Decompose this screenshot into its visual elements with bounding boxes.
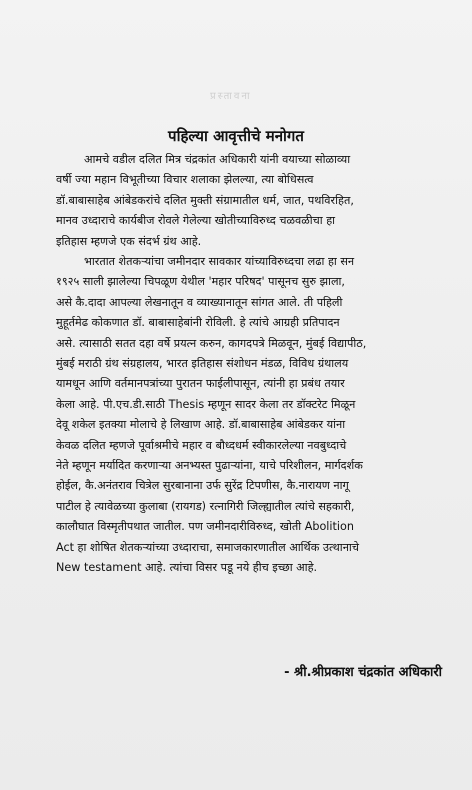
- text-line: Act हा शोषित शेतकऱ्यांच्या उध्दाराचा, समाजकारणातील आर्थिक उत्थानाचे: [56, 540, 359, 554]
- paragraph-intro: [56, 150, 436, 252]
- text-line: New testament आहे. त्यांचा विसर पडू नये हीच इच्छा आहे.: [56, 561, 318, 575]
- text-line: वर्षी ज्या महान विभूतीच्या विचार शलाका झेलल्या, त्या बोधिसत्व: [56, 173, 314, 187]
- text-line: आमचे वडील दलित मित्र चंद्रकांत अधिकारी यांनी वयाच्या सोळाव्या: [84, 153, 351, 166]
- text-line: असे. त्यासाठी सतत दहा वर्षे प्रयत्न करुन, कागदपत्रे मिळवून, मुंबई विद्यापीठ,: [56, 336, 367, 350]
- paragraph-body: [56, 252, 436, 579]
- text-line: मुहूर्तमेढ कोकणात डॉ. बाबासाहेबांनी रोविली. हे त्यांचे आग्रही प्रतिपादन: [56, 316, 340, 330]
- text-line: देवू शकेल इतक्या मोलाचे हे लिखाण आहे. डॉ.बाबासाहेब आंबेडकर यांना: [56, 418, 346, 432]
- header-bleed-through: प्रस्तावना: [210, 91, 252, 102]
- text-line: मुंबई मराठी ग्रंथ संग्रहालय, भारत इतिहास संशोधन मंडळ, विविध ग्रंथालय: [56, 357, 349, 371]
- text-line: केवळ दलित म्हणजे पूर्वाश्रमीचे महार व बौध्दधर्म स्वीकारलेल्या नवबुध्दाचे: [56, 438, 347, 452]
- text-line: होईल, कै.अनंतराव चित्रेल सुरबानाना उर्फ सुरेंद्र टिपणीस, कै.नारायण नागू: [56, 479, 349, 493]
- page-title: पहिल्या आवृत्तीचे मनोगत: [168, 127, 304, 145]
- text-line: मानव उध्दाराचे कार्यबीज रोवले गेलेल्या खोतीच्याविरुध्द चळवळीचा हा: [56, 214, 336, 228]
- text-line: १९२५ साली झालेल्या चिपळूण येथील 'महार परिषद' पासूनच सुरु झाला,: [56, 275, 345, 289]
- text-line: नेते म्हणून मर्यादित करणाऱ्या अनभ्यस्त पुढाऱ्यांना, याचे परिशीलन, मार्गदर्शक: [56, 459, 363, 473]
- author-signature: - श्री.श्रीप्रकाश चंद्रकांत अधिकारी: [284, 665, 442, 680]
- text-line: केला आहे. पी.एच.डी.साठी Thesis म्हणून सादर केला तर डॉक्टरेट मिळून: [56, 397, 356, 411]
- text-line: डॉ.बाबासाहेब आंबेडकरांचे दलित मुक्ती संग्रामातील धर्म, जात, पथविरहित,: [56, 193, 354, 207]
- text-line: असे कै.दादा आपल्या लेखनातून व व्याख्यानातून सांगत आले. ती पहिली: [56, 295, 343, 309]
- text-line: कालौघात विस्मृतीपथात जातील. पण जमीनदारीविरुध्द, खोती Abolition: [56, 520, 354, 534]
- text-line: पाटील हे त्यावेळच्या कुलाबा (रायगड) रत्नागिरी जिल्ह्यातील त्यांचे सहकारी,: [56, 499, 355, 513]
- text-line: भारतात शेतकऱ्यांचा जमीनदार सावकार यांच्याविरुध्दचा लढा हा सन: [84, 255, 355, 268]
- text-line: इतिहास म्हणजे एक संदर्भ ग्रंथ आहे.: [56, 234, 202, 248]
- text-line: यामधून आणि वर्तमानपत्रांच्या पुरातन फाईलीपासून, त्यांनी हा प्रबंध तयार: [56, 377, 345, 391]
